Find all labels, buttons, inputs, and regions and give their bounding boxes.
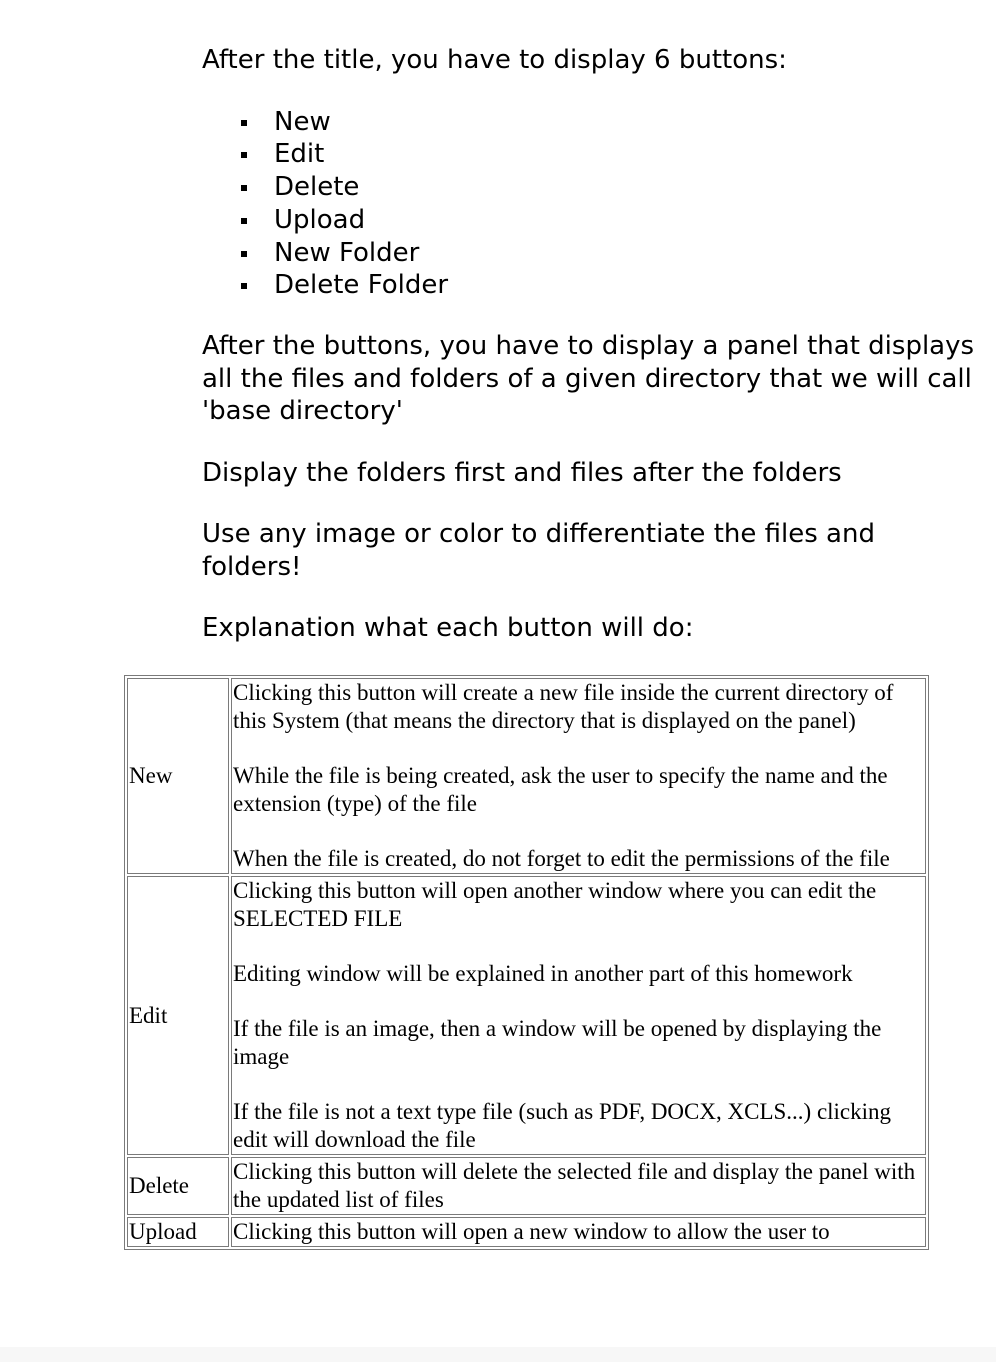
list-item: Edit: [274, 138, 982, 171]
table-row: [127, 876, 926, 1155]
button-name-cell: Delete: [127, 1157, 229, 1215]
description-paragraph: If the file is an image, then a window will be opened by displaying the image: [233, 1016, 882, 1069]
button-list: [202, 106, 982, 303]
button-description-cell: [231, 678, 926, 874]
button-name-cell: Upload: [127, 1217, 229, 1247]
description-paragraph: Clicking this button will create a new file inside the current directory of this System (that means the directory that is displayed on the panel): [233, 680, 894, 733]
description-paragraph: Clicking this button will open a new window to allow the user to: [233, 1219, 830, 1244]
list-item: New: [274, 106, 982, 139]
differentiate-description: Use any image or color to differentiate the files and folders!: [202, 519, 875, 582]
description-paragraph: While the file is being created, ask the user to specify the name and the extension (type) of the file: [233, 763, 888, 816]
button-description-cell: [231, 1217, 926, 1247]
bottom-strip: [0, 1347, 996, 1362]
table-row: [127, 1217, 926, 1247]
explanation-heading: Explanation what each button will do:: [202, 613, 694, 644]
button-explanation-table: [124, 675, 929, 1250]
list-item: Delete: [274, 171, 982, 204]
button-name-cell: New: [127, 678, 229, 874]
description-paragraph: Editing window will be explained in another part of this homework: [233, 961, 853, 986]
list-item: Upload: [274, 204, 982, 237]
table-row: [127, 1157, 926, 1215]
table-row: [127, 678, 926, 874]
list-item: Delete Folder: [274, 269, 982, 302]
button-description-cell: [231, 876, 926, 1155]
order-description: Display the folders first and files after the folders: [202, 457, 842, 488]
document-body: [202, 44, 982, 674]
button-name-cell: Edit: [127, 876, 229, 1155]
description-paragraph: Clicking this button will open another window where you can edit the SELECTED FILE: [233, 878, 877, 931]
description-paragraph: When the file is created, do not forget to edit the permissions of the file: [233, 846, 890, 871]
description-paragraph: Clicking this button will delete the selected file and display the panel with the updated list of files: [233, 1159, 916, 1212]
button-description-cell: [231, 1157, 926, 1215]
panel-description: After the buttons, you have to display a panel that displays all the files and folders of a given directory that we will call 'base directory': [202, 331, 975, 427]
description-paragraph: If the file is not a text type file (such as PDF, DOCX, XCLS...) clicking edit will download the file: [233, 1099, 892, 1152]
list-item: New Folder: [274, 237, 982, 270]
intro-text: After the title, you have to display 6 buttons:: [202, 45, 787, 75]
